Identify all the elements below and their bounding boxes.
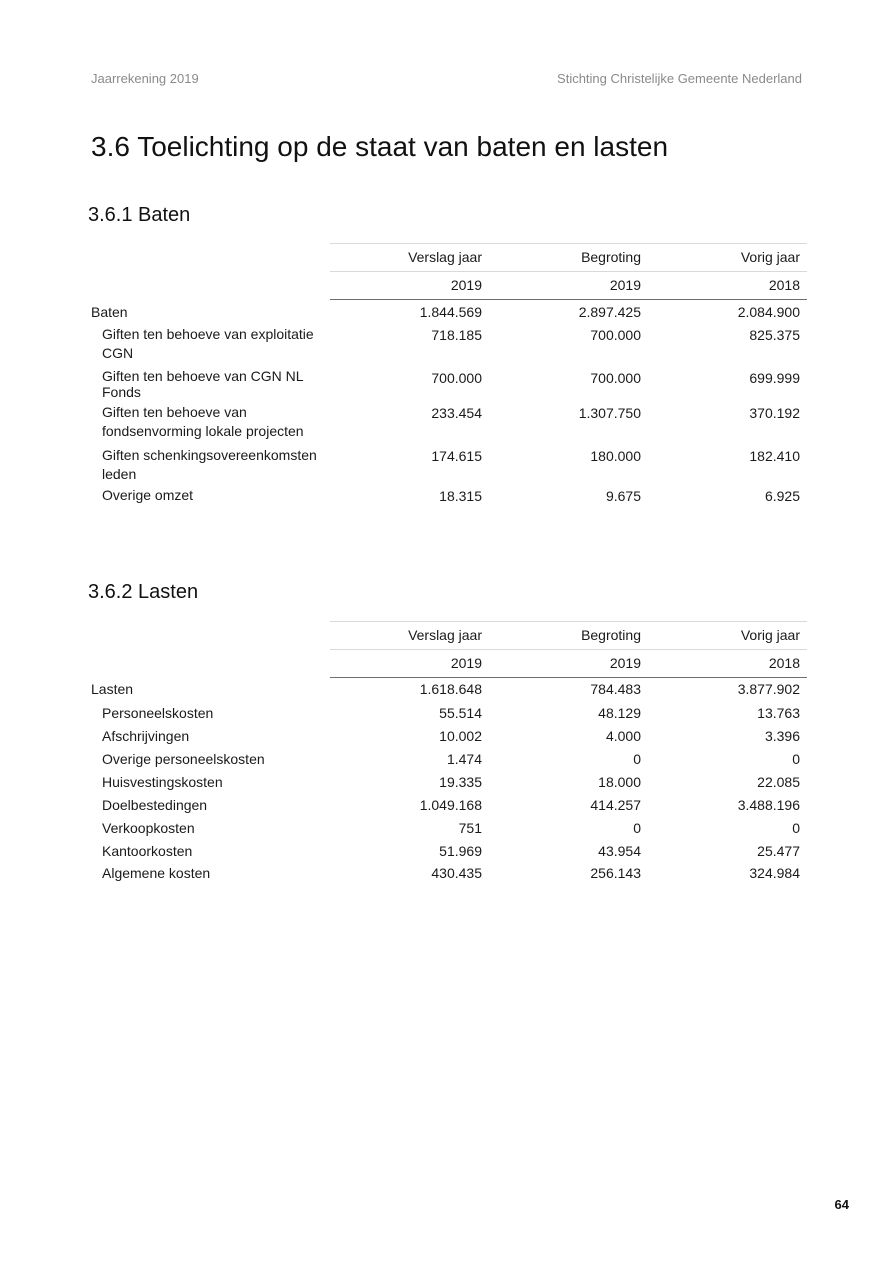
row-value: 0 (633, 820, 641, 836)
row-value: 10.002 (439, 728, 482, 744)
row-value: 55.514 (439, 705, 482, 721)
row-value: 0 (633, 751, 641, 767)
row-value: 51.969 (439, 843, 482, 859)
row-value: 9.675 (605, 488, 641, 504)
row-label: Afschrijvingen (102, 728, 190, 744)
total-value: 3.877.902 (737, 681, 800, 697)
column-header: Verslag jaar (408, 627, 482, 643)
row-value: 700.000 (431, 370, 482, 386)
total-value: 2.084.900 (737, 304, 800, 320)
row-label: Overige omzet (102, 487, 194, 503)
row-label: Giften schenkingsovereenkomsten leden (102, 447, 317, 482)
lasten-heading: 3.6.2 Lasten (88, 581, 199, 603)
year-header: 2019 (609, 277, 641, 293)
row-value: 370.192 (749, 405, 800, 421)
row-value: 22.085 (757, 774, 800, 790)
row-label: Kantoorkosten (102, 843, 193, 859)
row-value: 6.925 (764, 488, 800, 504)
total-label: Lasten (91, 681, 134, 697)
row-value: 182.410 (749, 448, 800, 464)
row-value: 430.435 (431, 865, 482, 881)
year-header: 2019 (609, 655, 641, 671)
year-header: 2019 (450, 277, 482, 293)
row-value: 233.454 (431, 405, 482, 421)
baten-table (88, 243, 807, 513)
year-header: 2018 (768, 655, 800, 671)
page-number: 64 (834, 1197, 849, 1212)
table-rule (330, 649, 807, 650)
row-value: 414.257 (590, 797, 641, 813)
row-value: 4.000 (605, 728, 641, 744)
table-rule (330, 677, 807, 678)
row-value: 18.000 (598, 774, 641, 790)
row-value: 19.335 (439, 774, 482, 790)
column-header: Vorig jaar (740, 627, 800, 643)
row-value: 18.315 (439, 488, 482, 504)
table-rule (330, 243, 807, 244)
row-value: 13.763 (757, 705, 800, 721)
row-label: Huisvestingskosten (102, 774, 223, 790)
column-header: Begroting (581, 249, 641, 265)
page-title: 3.6 Toelichting op de staat van baten en lasten (91, 131, 669, 162)
year-header: 2018 (768, 277, 800, 293)
row-label: Giften ten behoeve van exploitatie CGN (102, 326, 314, 361)
total-value: 1.844.569 (419, 304, 482, 320)
row-value: 3.396 (764, 728, 800, 744)
table-rule (330, 299, 807, 300)
total-value: 1.618.648 (419, 681, 482, 697)
page-header-right: Stichting Christelijke Gemeente Nederland (557, 71, 802, 86)
row-value: 1.307.750 (578, 405, 641, 421)
row-value: 256.143 (590, 865, 641, 881)
row-label: Algemene kosten (102, 865, 211, 881)
row-value: 0 (792, 751, 800, 767)
row-value: 751 (458, 820, 482, 836)
row-value: 324.984 (749, 865, 800, 881)
table-rule (330, 621, 807, 622)
row-value: 1.049.168 (419, 797, 482, 813)
total-value: 784.483 (590, 681, 641, 697)
row-value: 0 (792, 820, 800, 836)
lasten-table (88, 621, 807, 886)
row-value: 3.488.196 (737, 797, 800, 813)
row-value: 825.375 (749, 327, 800, 343)
total-value: 2.897.425 (578, 304, 641, 320)
table-rule (330, 271, 807, 272)
row-value: 700.000 (590, 327, 641, 343)
row-value: 699.999 (749, 370, 800, 386)
row-label: Overige personeelskosten (102, 751, 265, 767)
row-label: Doelbestedingen (102, 797, 208, 813)
row-label: Giften ten behoeve van fondsenvorming lokale projecten (102, 404, 304, 439)
baten-heading: 3.6.1 Baten (88, 204, 191, 226)
row-label: Giften ten behoeve van CGN NL Fonds (102, 368, 304, 400)
row-value: 180.000 (590, 448, 641, 464)
row-value: 700.000 (590, 370, 641, 386)
row-value: 718.185 (431, 327, 482, 343)
column-header: Begroting (581, 627, 641, 643)
row-value: 43.954 (598, 843, 641, 859)
column-header: Vorig jaar (740, 249, 800, 265)
column-header: Verslag jaar (408, 249, 482, 265)
row-value: 174.615 (431, 448, 482, 464)
total-label: Baten (91, 304, 128, 320)
row-value: 48.129 (598, 705, 641, 721)
year-header: 2019 (450, 655, 482, 671)
row-label: Personeelskosten (102, 705, 214, 721)
page-header-left: Jaarrekening 2019 (91, 71, 199, 86)
row-label: Verkoopkosten (102, 820, 195, 836)
row-value: 25.477 (757, 843, 800, 859)
row-value: 1.474 (446, 751, 482, 767)
